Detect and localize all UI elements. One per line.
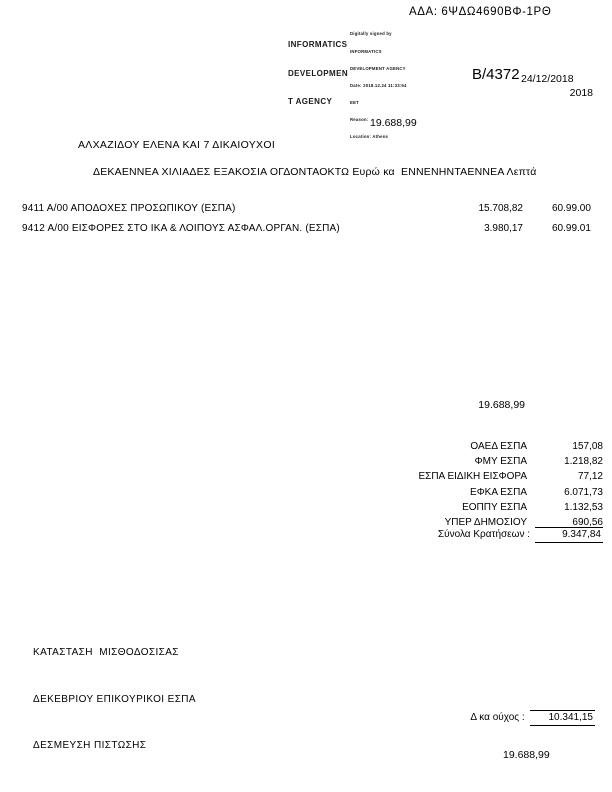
deduction-row: [330, 456, 604, 471]
mid-page-total: 19.688,99: [478, 399, 525, 411]
ada-code: ΑΔΑ: 6ΨΔΩ4690ΒΦ-1ΡΘ: [409, 6, 552, 18]
deductions-list: [330, 441, 604, 532]
deduction-amount: 157,08: [572, 441, 603, 452]
deductions-total-row: [330, 527, 604, 543]
protocol-date: 24/12/2018: [521, 73, 574, 85]
line-item-code: 60.99.01: [552, 223, 591, 234]
total-amount-top: 19.688,99: [370, 117, 417, 129]
deductions-total-amount: 9.347,84: [535, 527, 603, 543]
deduction-amount: 77,12: [577, 471, 603, 483]
deduction-row: [330, 502, 604, 517]
line-item-description: 9412 Α/00 ΕΙΣΦΟΡΕΣ ΣΤΟ ΙΚΑ & ΛΟΙΠΟΥΣ ΑΣΦΑΛ.ΟΡΓΑΝ. (ΕΣΠΑ): [22, 223, 340, 234]
deduction-label: ΥΠΕΡ ΔΗΜΟΣΙΟΥ: [444, 516, 527, 528]
deduction-row: [330, 487, 604, 502]
line-item-code: 60.99.00: [552, 203, 591, 214]
protocol-year: 2018: [569, 87, 593, 99]
payable-amount: 10.341,15: [530, 710, 595, 726]
payable-row: [400, 710, 595, 726]
signature-stamp-details: [350, 20, 407, 151]
stamp-detail-line: Reason:: [350, 116, 369, 122]
deduction-amount: 6.071,73: [564, 486, 603, 498]
deduction-amount: 1.132,53: [564, 501, 603, 513]
stamp-detail-line: INFORMATICS: [350, 48, 382, 54]
stamp-detail-line: EET: [350, 99, 359, 105]
deduction-label: ΟΑΕΔ ΕΣΠΑ: [470, 441, 527, 452]
deduction-row: [330, 471, 604, 486]
amount-in-words: ΔΕΚΑΕΝΝΕΑ ΧΙΛΙΑΔΕΣ ΕΞΑΚΟΣΙΑ ΟΓΔΟΝΤΑΟΚΤΩ Ευρώ κα ΕΝΝΕΝΗΝΤΑΕΝΝΕΑ Λεπτά: [93, 166, 537, 178]
stamp-agency-line: DEVELOPMEN: [288, 68, 349, 78]
deduction-label: ΕΟΠΠΥ ΕΣΠΑ: [462, 501, 527, 513]
stamp-agency-line: T AGENCY: [288, 97, 333, 106]
bottom-total-amount: 19.688,99: [503, 749, 550, 761]
deduction-row: [330, 441, 604, 456]
stamp-detail-line: Date: 2018.12.24 11:33:54: [350, 82, 407, 88]
payable-label: Δ κα ούχος :: [470, 712, 525, 723]
deduction-label: ΦΜΥ ΕΣΠΑ: [474, 456, 527, 468]
stamp-detail-line: Location: Athens: [350, 134, 389, 140]
protocol-number: Β/4372: [472, 66, 520, 83]
deduction-amount: 690,56: [572, 516, 603, 528]
footer-note-line: ΔΕΣΜΕΥΣΗ ΠΙΣΤΩΣΗΣ: [33, 740, 147, 751]
deductions-total-label: Σύνολα Κρατήσεων :: [437, 529, 530, 540]
deduction-amount: 1.218,82: [564, 456, 603, 468]
signature-stamp-agency: [288, 21, 348, 126]
footer-notes: [33, 614, 196, 785]
line-item-amount: 15.708,82: [478, 203, 523, 214]
stamp-detail-line: DEVELOPMENT AGENCY: [350, 65, 406, 71]
line-item-amount: 3.980,17: [484, 223, 523, 234]
stamp-detail-line: Digitally signed by: [350, 31, 392, 37]
stamp-agency-line: INFORMATICS: [288, 40, 348, 49]
deduction-label: ΕΦΚΑ ΕΣΠΑ: [470, 486, 527, 498]
beneficiary-name: ΑΛΧΑΖΙΔΟΥ ΕΛΕΝΑ ΚΑΙ 7 ΔΙΚΑΙΟΥΧΟΙ: [78, 139, 276, 151]
footer-note-line: ΚΑΤΑΣΤΑΣΗ ΜΙΣΘΟΔΟΣΙΣΑΣ: [33, 647, 179, 658]
deduction-label: ΕΣΠΑ ΕΙΔΙΚΗ ΕΙΣΦΟΡΑ: [418, 471, 527, 483]
line-item-description: 9411 Α/00 ΑΠΟΔΟΧΕΣ ΠΡΟΣΩΠΙΚΟΥ (ΕΣΠΑ): [22, 203, 236, 214]
footer-note-line: ΔΕΚΕΒΡΙΟΥ ΕΠΙΚΟΥΡΙΚΟΙ ΕΣΠΑ: [33, 693, 196, 705]
